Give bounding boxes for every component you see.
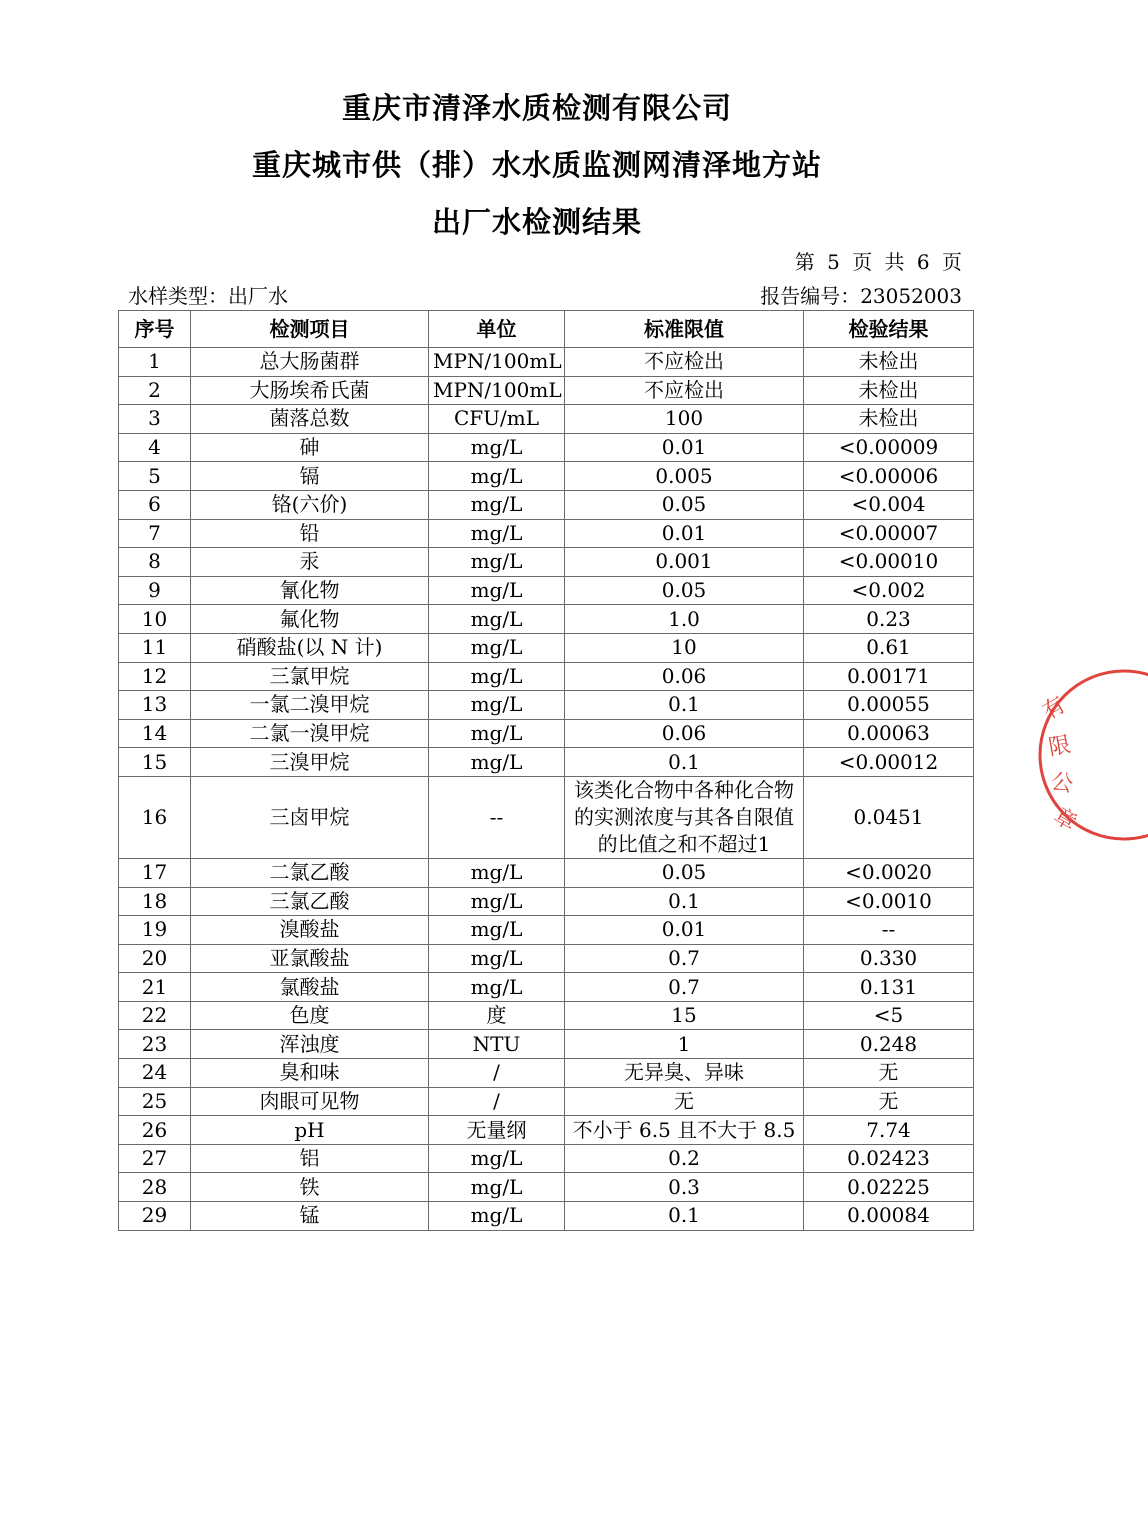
cell-item: 汞 [191, 548, 429, 577]
cell-result: 0.23 [804, 605, 974, 634]
table-header [119, 311, 974, 348]
table-row [119, 691, 974, 720]
col-header-limit: 标准限值 [565, 311, 804, 348]
company-name: 重庆市清泽水质检测有限公司 [341, 91, 732, 125]
cell-result: <0.00006 [804, 462, 974, 491]
cell-result: 0.330 [804, 944, 974, 973]
cell-index: 2 [119, 376, 191, 405]
cell-item: 溴酸盐 [191, 916, 429, 945]
cell-item: 氯酸盐 [191, 973, 429, 1002]
cell-unit: mg/L [429, 662, 565, 691]
cell-limit: 不应检出 [565, 376, 804, 405]
cell-result: 7.74 [804, 1116, 974, 1145]
cell-result: 未检出 [804, 348, 974, 377]
cell-result: 未检出 [804, 405, 974, 434]
cell-result: 0.61 [804, 633, 974, 662]
cell-result: <0.002 [804, 576, 974, 605]
table-row [119, 519, 974, 548]
cell-index: 20 [119, 944, 191, 973]
table-row [119, 944, 974, 973]
page-indicator: 第 5 页 共 6 页 [794, 250, 962, 274]
cell-index: 27 [119, 1144, 191, 1173]
table-row [119, 858, 974, 887]
cell-item: 镉 [191, 462, 429, 491]
cell-item: 硝酸盐(以 N 计) [191, 633, 429, 662]
cell-item: 氰化物 [191, 576, 429, 605]
report-title: 出厂水检测结果 [431, 205, 642, 239]
cell-index: 29 [119, 1202, 191, 1231]
cell-index: 10 [119, 605, 191, 634]
cell-limit: 10 [565, 633, 804, 662]
cell-unit: mg/L [429, 548, 565, 577]
cell-index: 16 [119, 776, 191, 858]
cell-index: 7 [119, 519, 191, 548]
cell-item: 二氯乙酸 [191, 858, 429, 887]
table-row [119, 348, 974, 377]
cell-item: 二氯一溴甲烷 [191, 719, 429, 748]
station-name: 重庆城市供（排）水水质监测网清泽地方站 [251, 148, 822, 182]
cell-result: <0.00009 [804, 433, 974, 462]
sample-type: 水样类型：出厂水 [128, 284, 288, 308]
table-row [119, 662, 974, 691]
cell-unit: mg/L [429, 605, 565, 634]
seal-glyph-4: 章 [1049, 803, 1081, 837]
table-row [119, 1144, 974, 1173]
cell-result: <0.0010 [804, 887, 974, 916]
cell-unit: mg/L [429, 748, 565, 777]
table-row [119, 462, 974, 491]
cell-limit: 1.0 [565, 605, 804, 634]
cell-index: 22 [119, 1001, 191, 1030]
table-row [119, 1116, 974, 1145]
cell-unit: MPN/100mL [429, 348, 565, 377]
cell-item: 铝 [191, 1144, 429, 1173]
col-header-index: 序号 [119, 311, 191, 348]
cell-result: <0.004 [804, 490, 974, 519]
cell-result: 0.0451 [804, 776, 974, 858]
col-header-result: 检验结果 [804, 311, 974, 348]
cell-unit: CFU/mL [429, 405, 565, 434]
cell-unit: mg/L [429, 1144, 565, 1173]
cell-item: 肉眼可见物 [191, 1087, 429, 1116]
cell-limit: 不小于 6.5 且不大于 8.5 [565, 1116, 804, 1145]
cell-limit: 0.05 [565, 490, 804, 519]
cell-result: 0.131 [804, 973, 974, 1002]
table-row [119, 576, 974, 605]
company-seal-stamp [1028, 660, 1148, 850]
report-number: 报告编号：23052003 [760, 284, 962, 308]
cell-limit: 无 [565, 1087, 804, 1116]
cell-unit: -- [429, 776, 565, 858]
cell-index: 6 [119, 490, 191, 519]
cell-index: 15 [119, 748, 191, 777]
cell-result: <0.0020 [804, 858, 974, 887]
cell-index: 14 [119, 719, 191, 748]
table-row [119, 376, 974, 405]
cell-limit: 0.1 [565, 748, 804, 777]
cell-index: 1 [119, 348, 191, 377]
cell-unit: NTU [429, 1030, 565, 1059]
cell-index: 21 [119, 973, 191, 1002]
cell-index: 18 [119, 887, 191, 916]
cell-limit: 0.2 [565, 1144, 804, 1173]
cell-result: 0.00063 [804, 719, 974, 748]
cell-unit: MPN/100mL [429, 376, 565, 405]
cell-unit: mg/L [429, 519, 565, 548]
cell-limit: 该类化合物中各种化合物的实测浓度与其各自限值的比值之和不超过1 [565, 776, 804, 858]
cell-index: 5 [119, 462, 191, 491]
cell-unit: mg/L [429, 576, 565, 605]
cell-item: 大肠埃希氏菌 [191, 376, 429, 405]
cell-limit: 15 [565, 1001, 804, 1030]
cell-index: 25 [119, 1087, 191, 1116]
cell-limit: 0.7 [565, 944, 804, 973]
cell-result: 0.00055 [804, 691, 974, 720]
table-row [119, 719, 974, 748]
cell-unit: / [429, 1059, 565, 1088]
cell-limit: 0.7 [565, 973, 804, 1002]
cell-result: <0.00007 [804, 519, 974, 548]
table-row [119, 973, 974, 1002]
cell-index: 13 [119, 691, 191, 720]
cell-item: 三氯乙酸 [191, 887, 429, 916]
cell-unit: 度 [429, 1001, 565, 1030]
cell-unit: mg/L [429, 887, 565, 916]
cell-limit: 0.01 [565, 916, 804, 945]
cell-item: 总大肠菌群 [191, 348, 429, 377]
cell-limit: 0.06 [565, 719, 804, 748]
cell-limit: 0.001 [565, 548, 804, 577]
cell-result: <5 [804, 1001, 974, 1030]
cell-index: 4 [119, 433, 191, 462]
cell-item: 铁 [191, 1173, 429, 1202]
seal-glyph-1: 有 [1038, 692, 1071, 726]
cell-index: 3 [119, 405, 191, 434]
cell-unit: mg/L [429, 462, 565, 491]
table-row [119, 490, 974, 519]
table-row [119, 1202, 974, 1231]
table-row [119, 433, 974, 462]
cell-limit: 0.01 [565, 433, 804, 462]
table-row [119, 405, 974, 434]
cell-item: 三溴甲烷 [191, 748, 429, 777]
cell-item: 锰 [191, 1202, 429, 1231]
cell-item: 铬(六价) [191, 490, 429, 519]
col-header-unit: 单位 [429, 311, 565, 348]
table-row [119, 633, 974, 662]
cell-unit: mg/L [429, 691, 565, 720]
cell-item: 臭和味 [191, 1059, 429, 1088]
seal-glyph-3: 公 [1048, 769, 1075, 798]
cell-limit: 0.05 [565, 858, 804, 887]
cell-unit: mg/L [429, 944, 565, 973]
cell-result: 0.248 [804, 1030, 974, 1059]
table-row [119, 548, 974, 577]
cell-item: 一氯二溴甲烷 [191, 691, 429, 720]
cell-result: 0.00171 [804, 662, 974, 691]
cell-result: 0.02225 [804, 1173, 974, 1202]
cell-result: <0.00012 [804, 748, 974, 777]
cell-index: 23 [119, 1030, 191, 1059]
cell-item: 色度 [191, 1001, 429, 1030]
cell-limit: 0.1 [565, 691, 804, 720]
cell-unit: mg/L [429, 973, 565, 1002]
cell-result: 未检出 [804, 376, 974, 405]
results-table [118, 310, 974, 1231]
cell-limit: 0.005 [565, 462, 804, 491]
cell-result: <0.00010 [804, 548, 974, 577]
cell-unit: mg/L [429, 1202, 565, 1231]
cell-limit: 0.1 [565, 1202, 804, 1231]
cell-limit: 0.3 [565, 1173, 804, 1202]
cell-limit: 不应检出 [565, 348, 804, 377]
cell-unit: mg/L [429, 490, 565, 519]
cell-limit: 0.06 [565, 662, 804, 691]
cell-index: 26 [119, 1116, 191, 1145]
cell-item: 三卤甲烷 [191, 776, 429, 858]
table-row [119, 916, 974, 945]
cell-result: 无 [804, 1087, 974, 1116]
cell-limit: 0.05 [565, 576, 804, 605]
table-body [119, 348, 974, 1231]
cell-item: 砷 [191, 433, 429, 462]
table-row [119, 605, 974, 634]
table-row [119, 1059, 974, 1088]
cell-item: 铅 [191, 519, 429, 548]
cell-index: 24 [119, 1059, 191, 1088]
cell-item: 氟化物 [191, 605, 429, 634]
cell-item: 亚氯酸盐 [191, 944, 429, 973]
cell-item: 浑浊度 [191, 1030, 429, 1059]
cell-result: -- [804, 916, 974, 945]
cell-index: 9 [119, 576, 191, 605]
cell-unit: 无量纲 [429, 1116, 565, 1145]
cell-index: 11 [119, 633, 191, 662]
table-row [119, 748, 974, 777]
cell-unit: mg/L [429, 433, 565, 462]
cell-limit: 1 [565, 1030, 804, 1059]
cell-index: 8 [119, 548, 191, 577]
cell-index: 28 [119, 1173, 191, 1202]
cell-index: 19 [119, 916, 191, 945]
cell-unit: mg/L [429, 916, 565, 945]
cell-limit: 100 [565, 405, 804, 434]
cell-unit: mg/L [429, 633, 565, 662]
table-row [119, 887, 974, 916]
cell-item: 菌落总数 [191, 405, 429, 434]
cell-limit: 无异臭、异味 [565, 1059, 804, 1088]
table-row [119, 1030, 974, 1059]
cell-item: 三氯甲烷 [191, 662, 429, 691]
cell-item: pH [191, 1116, 429, 1145]
cell-unit: mg/L [429, 858, 565, 887]
table-row [119, 1173, 974, 1202]
cell-result: 0.02423 [804, 1144, 974, 1173]
cell-unit: mg/L [429, 719, 565, 748]
seal-glyph-2: 限 [1046, 732, 1073, 761]
cell-unit: mg/L [429, 1173, 565, 1202]
col-header-item: 检测项目 [191, 311, 429, 348]
cell-limit: 0.01 [565, 519, 804, 548]
table-row [119, 1087, 974, 1116]
cell-index: 17 [119, 858, 191, 887]
cell-index: 12 [119, 662, 191, 691]
table-row [119, 776, 974, 858]
cell-result: 无 [804, 1059, 974, 1088]
cell-result: 0.00084 [804, 1202, 974, 1231]
table-row [119, 1001, 974, 1030]
cell-unit: / [429, 1087, 565, 1116]
cell-limit: 0.1 [565, 887, 804, 916]
